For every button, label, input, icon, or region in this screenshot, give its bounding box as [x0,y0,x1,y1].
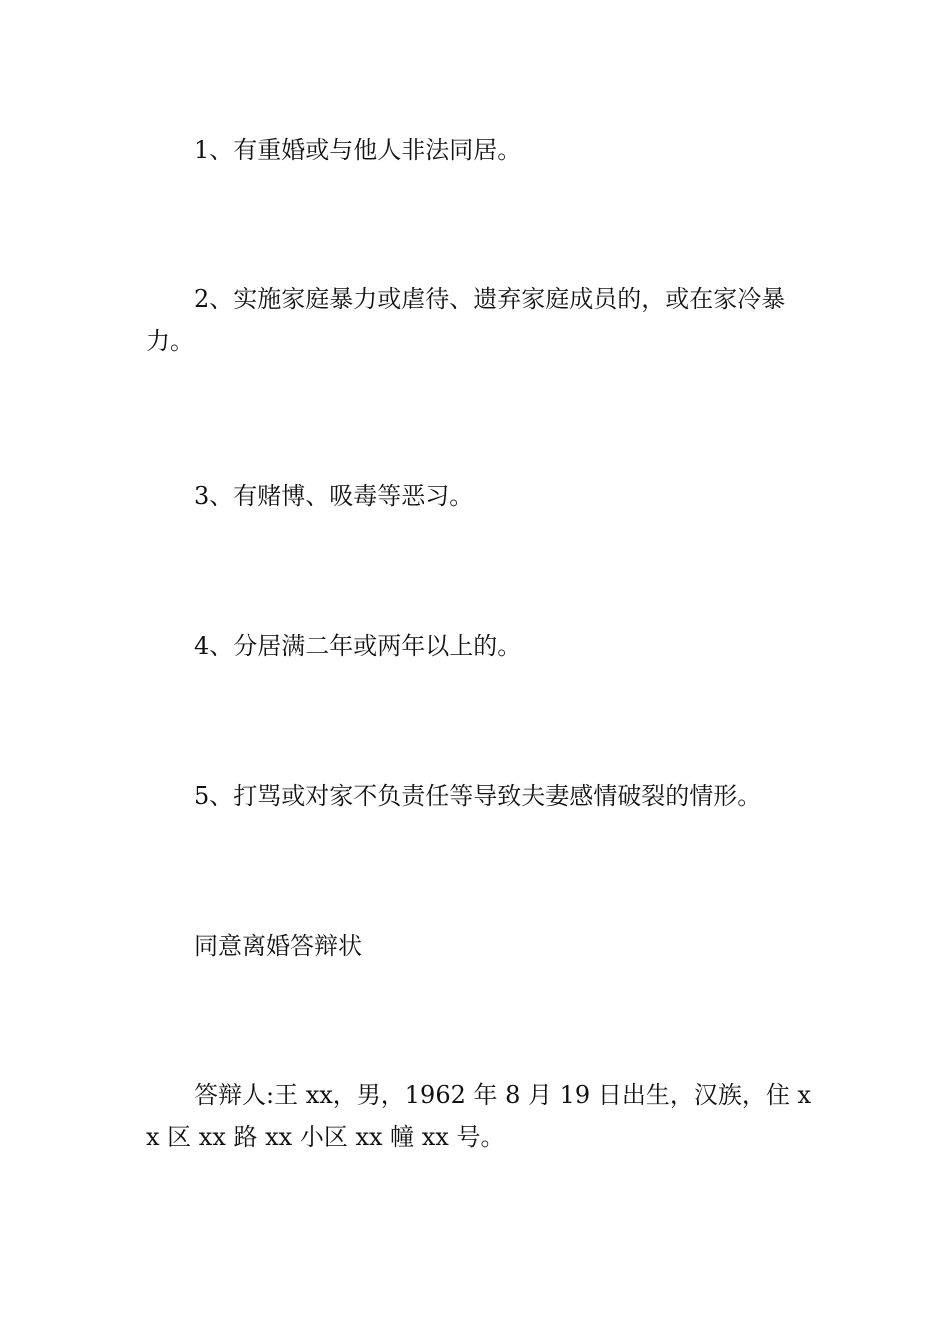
paragraph-item-3: 3、有赌博、吸毒等恶习。 [194,482,474,510]
respondent-info-paragraph: 答辩人:王 xx，男，1962 年 8 月 19 日出生，汉族，住 xx 区 xx 路 xx 小区 xx 幢 xx 号。 [146,1081,811,1151]
paragraph-item-1: 1、有重婚或与他人非法同居。 [194,136,522,164]
paragraph-item-4: 4、分居满二年或两年以上的。 [194,632,522,660]
paragraph-item-2: 2、实施家庭暴力或虐待、遗弃家庭成员的，或在家冷暴力。 [146,285,786,355]
paragraph-item-5: 5、打骂或对家不负责任等导致夫妻感情破裂的情形。 [194,782,762,810]
section-heading: 同意离婚答辩状 [194,932,362,960]
